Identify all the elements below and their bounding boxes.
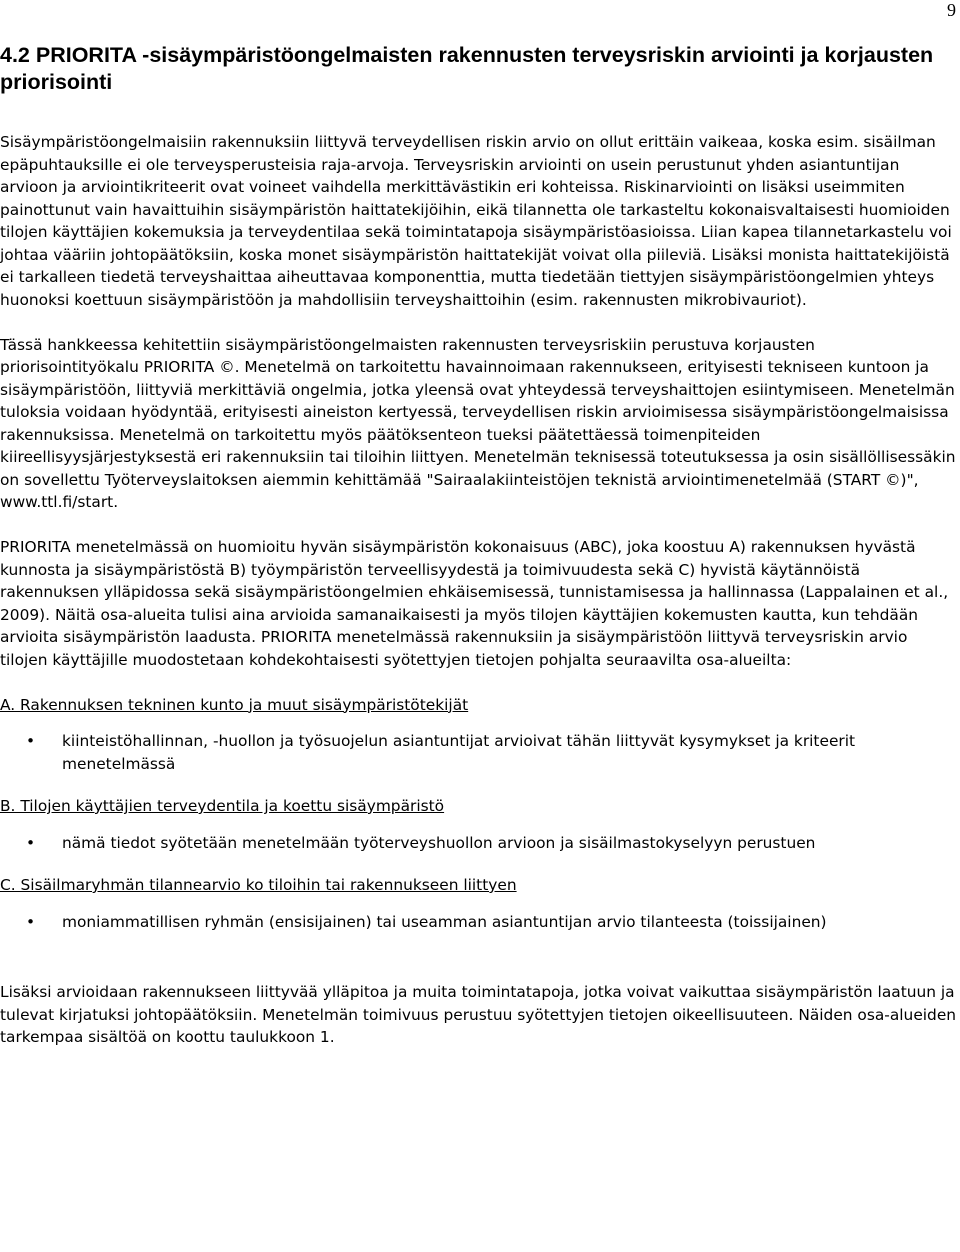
document-body	[0, 131, 958, 1049]
section-a-label: A. Rakennuksen tekninen kunto ja muut sisäympäristötekijät	[0, 695, 469, 714]
section-b-label: B. Tilojen käyttäjien terveydentila ja koettu sisäympäristö	[0, 797, 445, 815]
bullet-icon: •	[26, 732, 36, 750]
section-b-bullet	[0, 832, 958, 855]
section-a-bullet-text: kiinteistöhallinnan, -huollon ja työsuojelun asiantuntijat arvioivat tähän liittyvät kysymykset ja kriteerit menetelmässä	[62, 732, 856, 773]
section-b-bullet-text: nämä tiedot syötetään menetelmään työterveyshuollon arvioon ja sisäilmastokyselyyn perustuen	[62, 833, 816, 852]
section-c-bullet-text: moniammatillisen ryhmän (ensisijainen) tai useamman asiantuntijan arvio tilanteesta (toissijainen)	[62, 912, 827, 931]
section-heading: 4.2 PRIORITA -sisäympäristöongelmaisten rakennusten terveysriskin arviointi ja korjausten priorisointi	[0, 43, 934, 94]
section-c-label: C. Sisäilmaryhmän tilannearvio ko tiloihin tai rakennukseen liittyen	[0, 876, 517, 894]
paragraph-closing: Lisäksi arvioidaan rakennukseen liittyvää ylläpitoa ja muita toimintatapoja, jotka voivat vaikuttaa sisäympäristön laatuun ja tulevat kirjatuksi johtopäätöksiin. Menetelmän toimivuus perustuu syötettyjen tietojen oikeellisuuteen. Näiden osa-alueiden tarkempaa sisältöä on koottu taulukkoon 1.	[0, 983, 957, 1046]
bullet-icon: •	[26, 912, 36, 931]
bullet-icon: •	[26, 833, 36, 852]
section-c-bullet	[0, 911, 958, 934]
section-a-bullet	[0, 730, 958, 775]
paragraph-abc-method: PRIORITA menetelmässä on huomioitu hyvän sisäympäristön kokonaisuus (ABC), joka koostuu A) rakennuksen hyvästä kunnosta ja sisäympäristöstä B) työympäristön terveellisyydestä ja toimivuudesta sekä C) hyvistä käytännöistä rakennuksen ylläpidossa sekä sisäympäristöongelmien ehkäisemisessä, tunnistamisessa ja hallinnassa (Lappalainen et al., 2009). Näitä osa-alueita tulisi aina arvioida samanaikaisesti ja myös tilojen käyttäjien kokemusten kautta, kun tehdään arvioita sisäympäristön laadusta. PRIORITA menetelmässä rakennuksiin ja sisäympäristöön liittyvä terveysriskin arvio tilojen käyttäjille muodostetaan kohdekohtaisesti syötettyjen tietojen pohjalta seuraavilta osa-alueilta:	[0, 538, 949, 669]
paragraph-intro: Sisäympäristöongelmaisiin rakennuksiin liittyvä terveydellisen riskin arvio on ollut erittäin vaikeaa, koska esim. sisäilman epäpuhtauksille ei ole terveysperusteisia raja-arvoja. Terveysriskin arviointi on usein perustunut yhden asiantuntijan arvioon ja arviointikriteerit ovat voineet vaihdella merkittävästikin eri kohteissa. Riskinarviointi on lisäksi useimmiten painottunut vain havaittuihin sisäympäristön haittatekijöihin, eikä tilannetta ole tarkasteltu kokonaisvaltaisesti huomioiden tilojen käyttäjien kokemuksia ja terveydentilaa sekä toimintatapoja sisäympäristöasioissa. Liian kapea tilannetarkastelu voi johtaa vääriin johtopäätöksiin, koska monet sisäympäristön haittatekijät voivat olla piileviä. Lisäksi monista haittatekijöistä ei tarkalleen tiedetä terveyshaittaa aiheuttavaa komponenttia, mutta tiedetään tiettyjen sisäympäristöongelmien yhteys huonoksi koettuun sisäympäristöön ja mahdollisiin terveyshaittoihin (esim. rakennusten mikrobivauriot).	[0, 133, 952, 309]
paragraph-priorita-tool: Tässä hankkeessa kehitettiin sisäympäristöongelmaisten rakennusten terveysriskiin perustuva korjausten priorisointityökalu PRIORITA ©. Menetelmä on tarkoitettu havainnoimaan rakennukseen, erityisesti tekniseen kuntoon ja sisäympäristöön, liittyviä merkittäviä ongelmia, jotka yleensä ovat yhteydessä terveyshaittojen esiintymiseen. Menetelmän tuloksia voidaan hyödyntää, erityisesti aineiston kertyessä, terveydellisen riskin arvioimisessa sisäympäristöongelmaisissa rakennuksissa. Menetelmä on tarkoitettu myös päätöksenteon tueksi päätettäessä toimenpiteiden kiireellisyysjärjestyksestä eri rakennuksiin tai tiloihin liittyen. Menetelmän teknisessä toteutuksessa ja osin sisällöllisessäkin on sovellettu Työterveyslaitoksen aiemmin kehittämää "Sairaalakiinteistöjen teknistä arviointimenetelmää (START ©)", www.ttl.fi/start.	[0, 335, 956, 511]
page-number: 9	[947, 0, 956, 20]
